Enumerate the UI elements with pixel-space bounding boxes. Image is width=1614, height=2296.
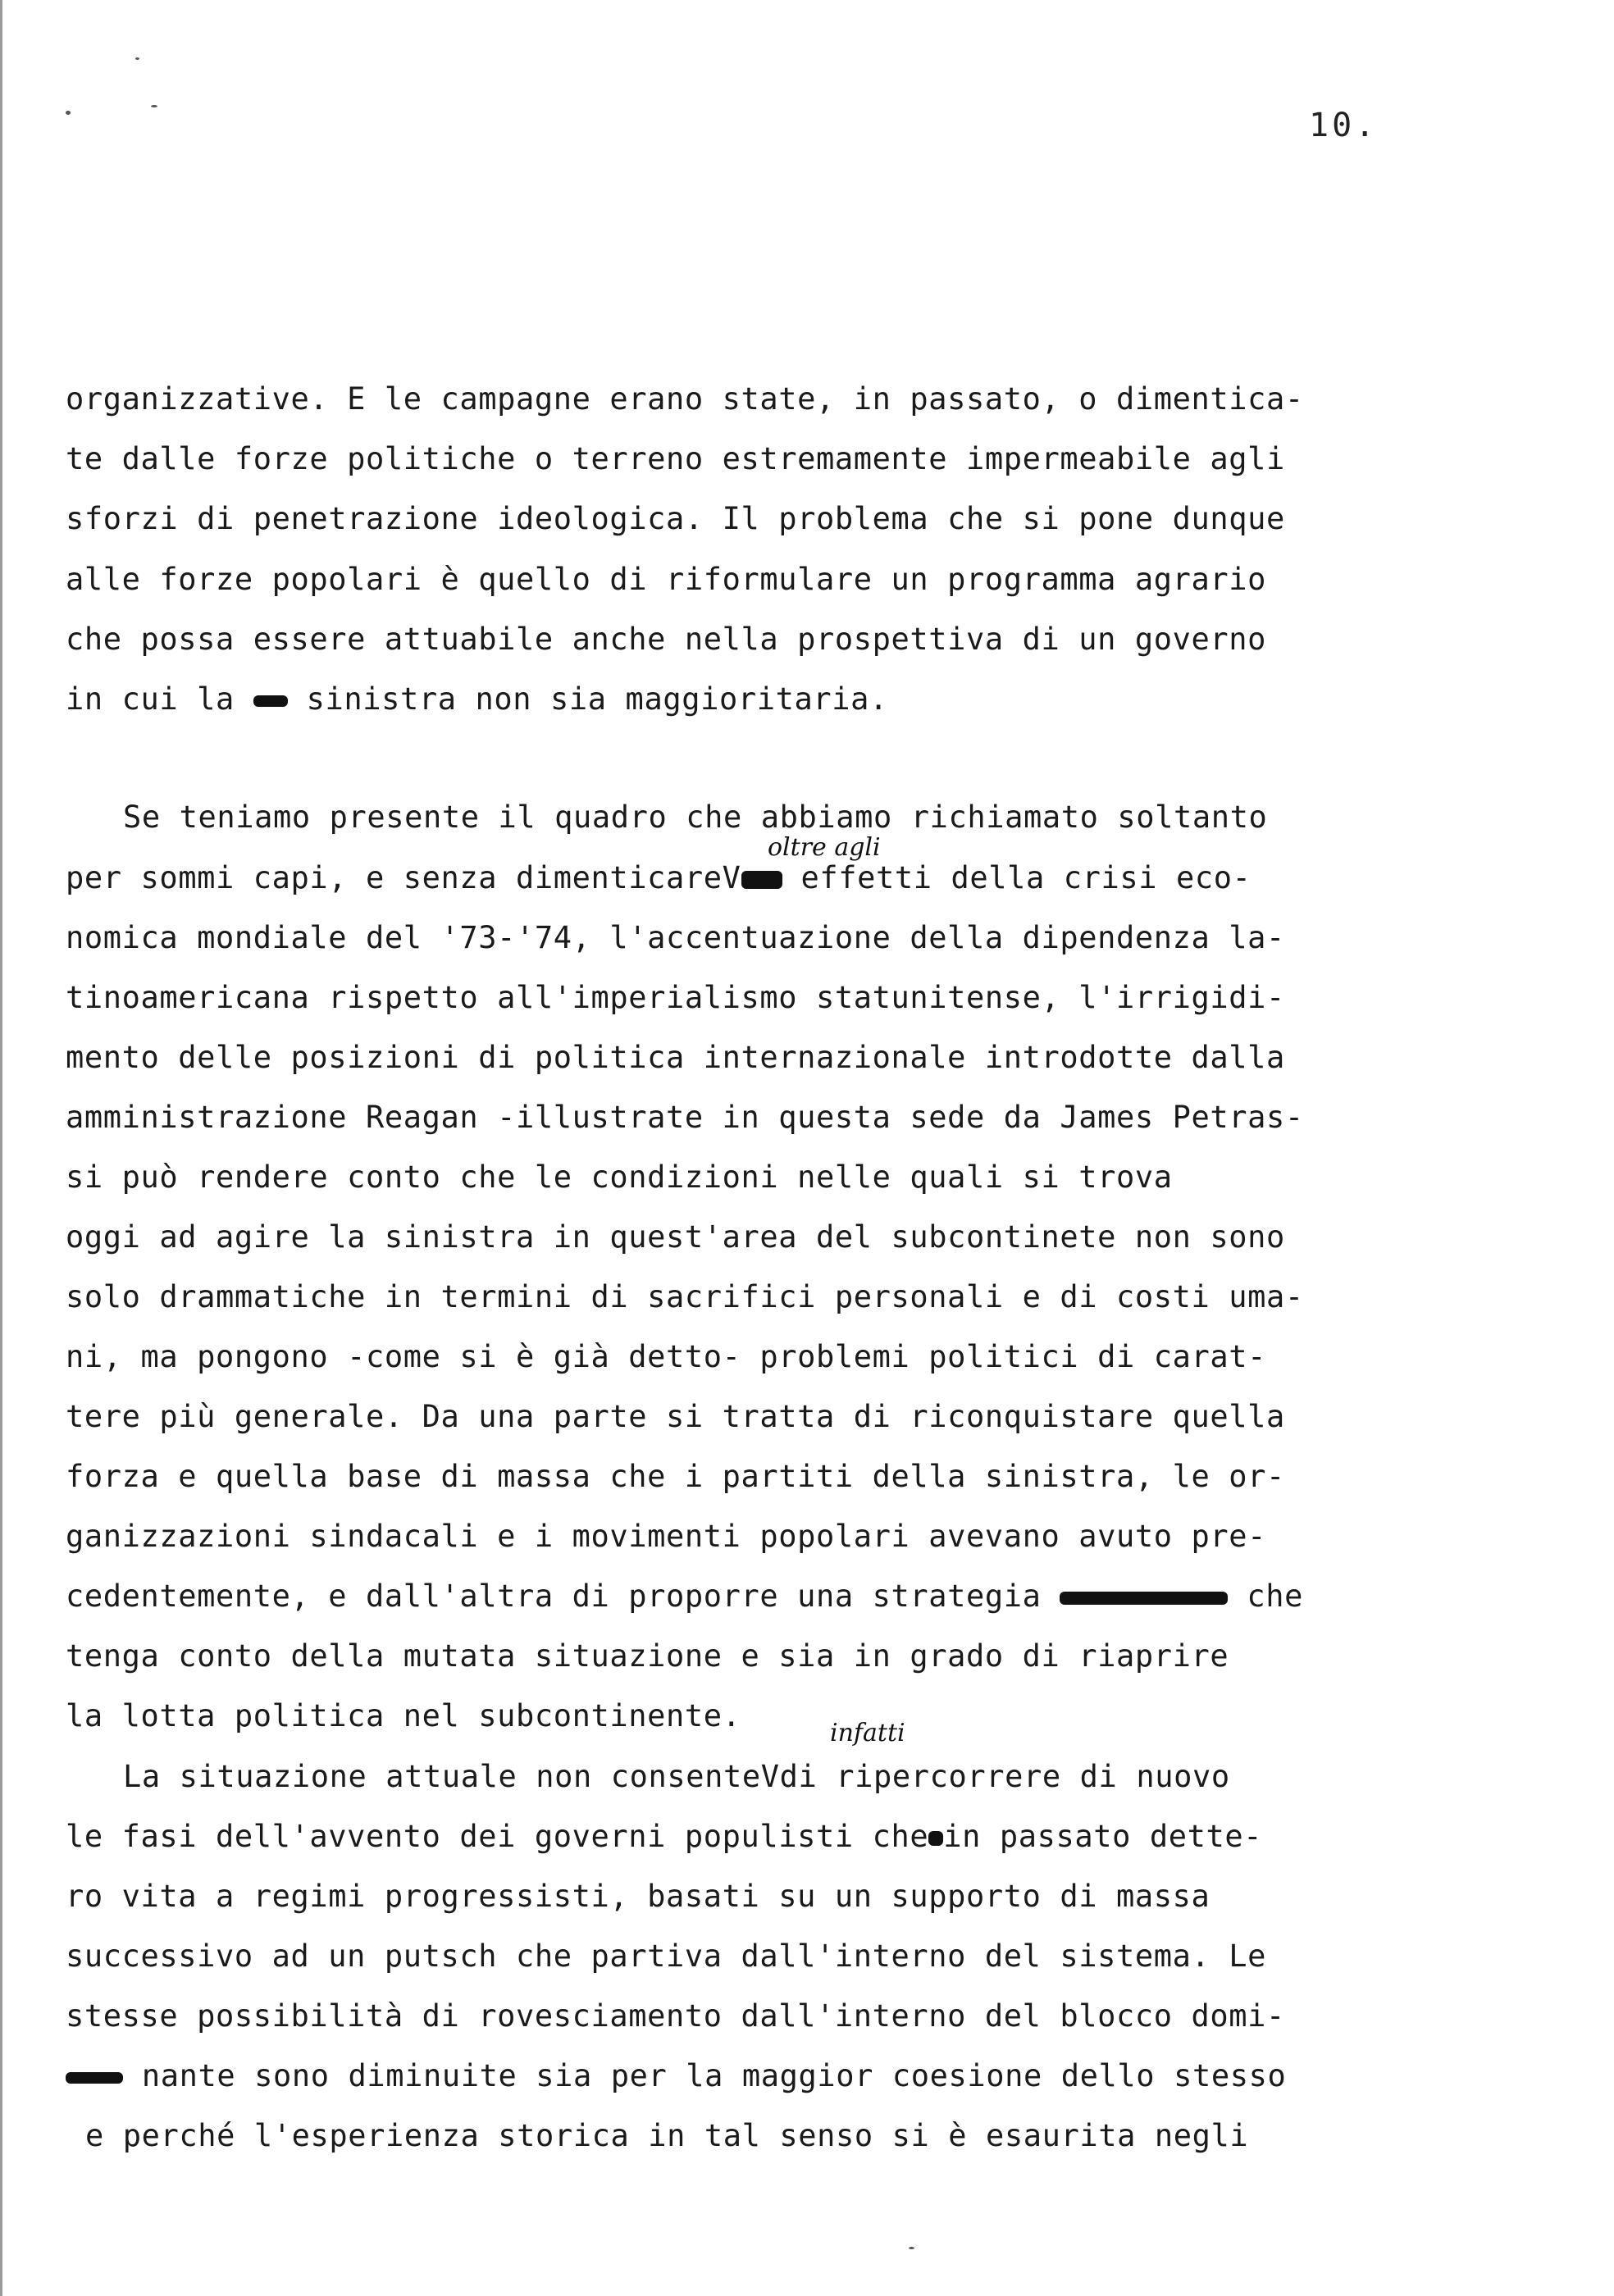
text-line: che possa essere attuabile anche nella prospettiva di un governo — [66, 622, 1267, 657]
strikeout-mark — [928, 1831, 943, 1846]
text-line: per sommi capi, e senza dimenticareV effetti della crisi eco- — [66, 860, 1252, 895]
text-line: te dalle forze politiche o terreno estremamente impermeabile agli — [66, 441, 1285, 476]
text-line: amministrazione Reagan -illustrate in questa sede da James Petras- — [66, 1100, 1304, 1135]
speck — [135, 57, 139, 60]
page-number: 10. — [1309, 107, 1379, 144]
text-line: oggi ad agire la sinistra in quest'area del subcontinete non sono — [66, 1219, 1285, 1255]
text-line: organizzative. E le campagne erano state, in passato, o dimentica- — [66, 381, 1304, 417]
text-line: cedentemente, e dall'altra di proporre una strategia che — [66, 1578, 1303, 1614]
text-line: nomica mondiale del '73-'74, l'accentuazione della dipendenza la- — [66, 920, 1285, 955]
text-line: la lotta politica nel subcontinente. — [66, 1698, 741, 1733]
handwritten-insertion: infatti — [830, 1719, 905, 1747]
strikeout-mark — [66, 2072, 123, 2084]
text-line: tinoamericana rispetto all'imperialismo statunitense, l'irrigidi- — [66, 980, 1285, 1015]
text-line: nante sono diminuite sia per la maggior coesione dello stesso — [66, 2061, 1286, 2091]
text-line: La situazione attuale non consenteVdi ripercorrere di nuovo — [123, 1759, 1230, 1794]
text-line: stesse possibilità di rovesciamento dall'interno del blocco domi- — [66, 1998, 1285, 2034]
text-line: e perché l'esperienza storica in tal senso si è esaurita negli — [85, 2118, 1249, 2153]
text-line: sforzi di penetrazione ideologica. Il problema che si pone dunque — [66, 501, 1285, 536]
text-line: tere più generale. Da una parte si tratta di riconquistare quella — [66, 1399, 1285, 1434]
text-line: forza e quella base di massa che i partiti della sinistra, le or- — [66, 1459, 1285, 1494]
text-line: Se teniamo presente il quadro che abbiamo richiamato soltanto — [123, 800, 1268, 835]
speck — [151, 105, 157, 107]
insertion-caret: V — [760, 1759, 780, 1794]
scan-edge — [0, 0, 2, 2296]
text-line: ro vita a regimi progressisti, basati su un supporto di massa — [66, 1879, 1210, 1914]
speck — [909, 2247, 914, 2249]
text-line: ni, ma pongono -come si è già detto- problemi politici di carat- — [66, 1339, 1267, 1374]
text-line: si può rendere conto che le condizioni nelle quali si trova — [66, 1159, 1173, 1195]
strikeout-mark — [1060, 1592, 1228, 1605]
text-line: solo drammatiche in termini di sacrifici personali e di costi uma- — [66, 1279, 1304, 1314]
text-line: in cui la sinistra non sia maggioritaria. — [66, 681, 888, 717]
text-line: successivo ad un putsch che partiva dall'interno del sistema. Le — [66, 1938, 1267, 1974]
insertion-caret: V — [722, 860, 741, 895]
strikeout-mark — [741, 871, 782, 889]
strikeout-mark — [253, 695, 288, 707]
text-line: alle forze popolari è quello di riformulare un programma agrario — [66, 562, 1267, 597]
speck — [66, 111, 71, 115]
text-line: ganizzazioni sindacali e i movimenti popolari avevano avuto pre- — [66, 1519, 1267, 1554]
text-line: le fasi dell'avvento dei governi populisti che in passato dette- — [66, 1819, 1263, 1854]
text-line: mento delle posizioni di politica internazionale introdotte dalla — [66, 1040, 1285, 1075]
text-line: tenga conto della mutata situazione e sia in grado di riaprire — [66, 1638, 1229, 1674]
handwritten-insertion: oltre agli — [768, 833, 881, 862]
